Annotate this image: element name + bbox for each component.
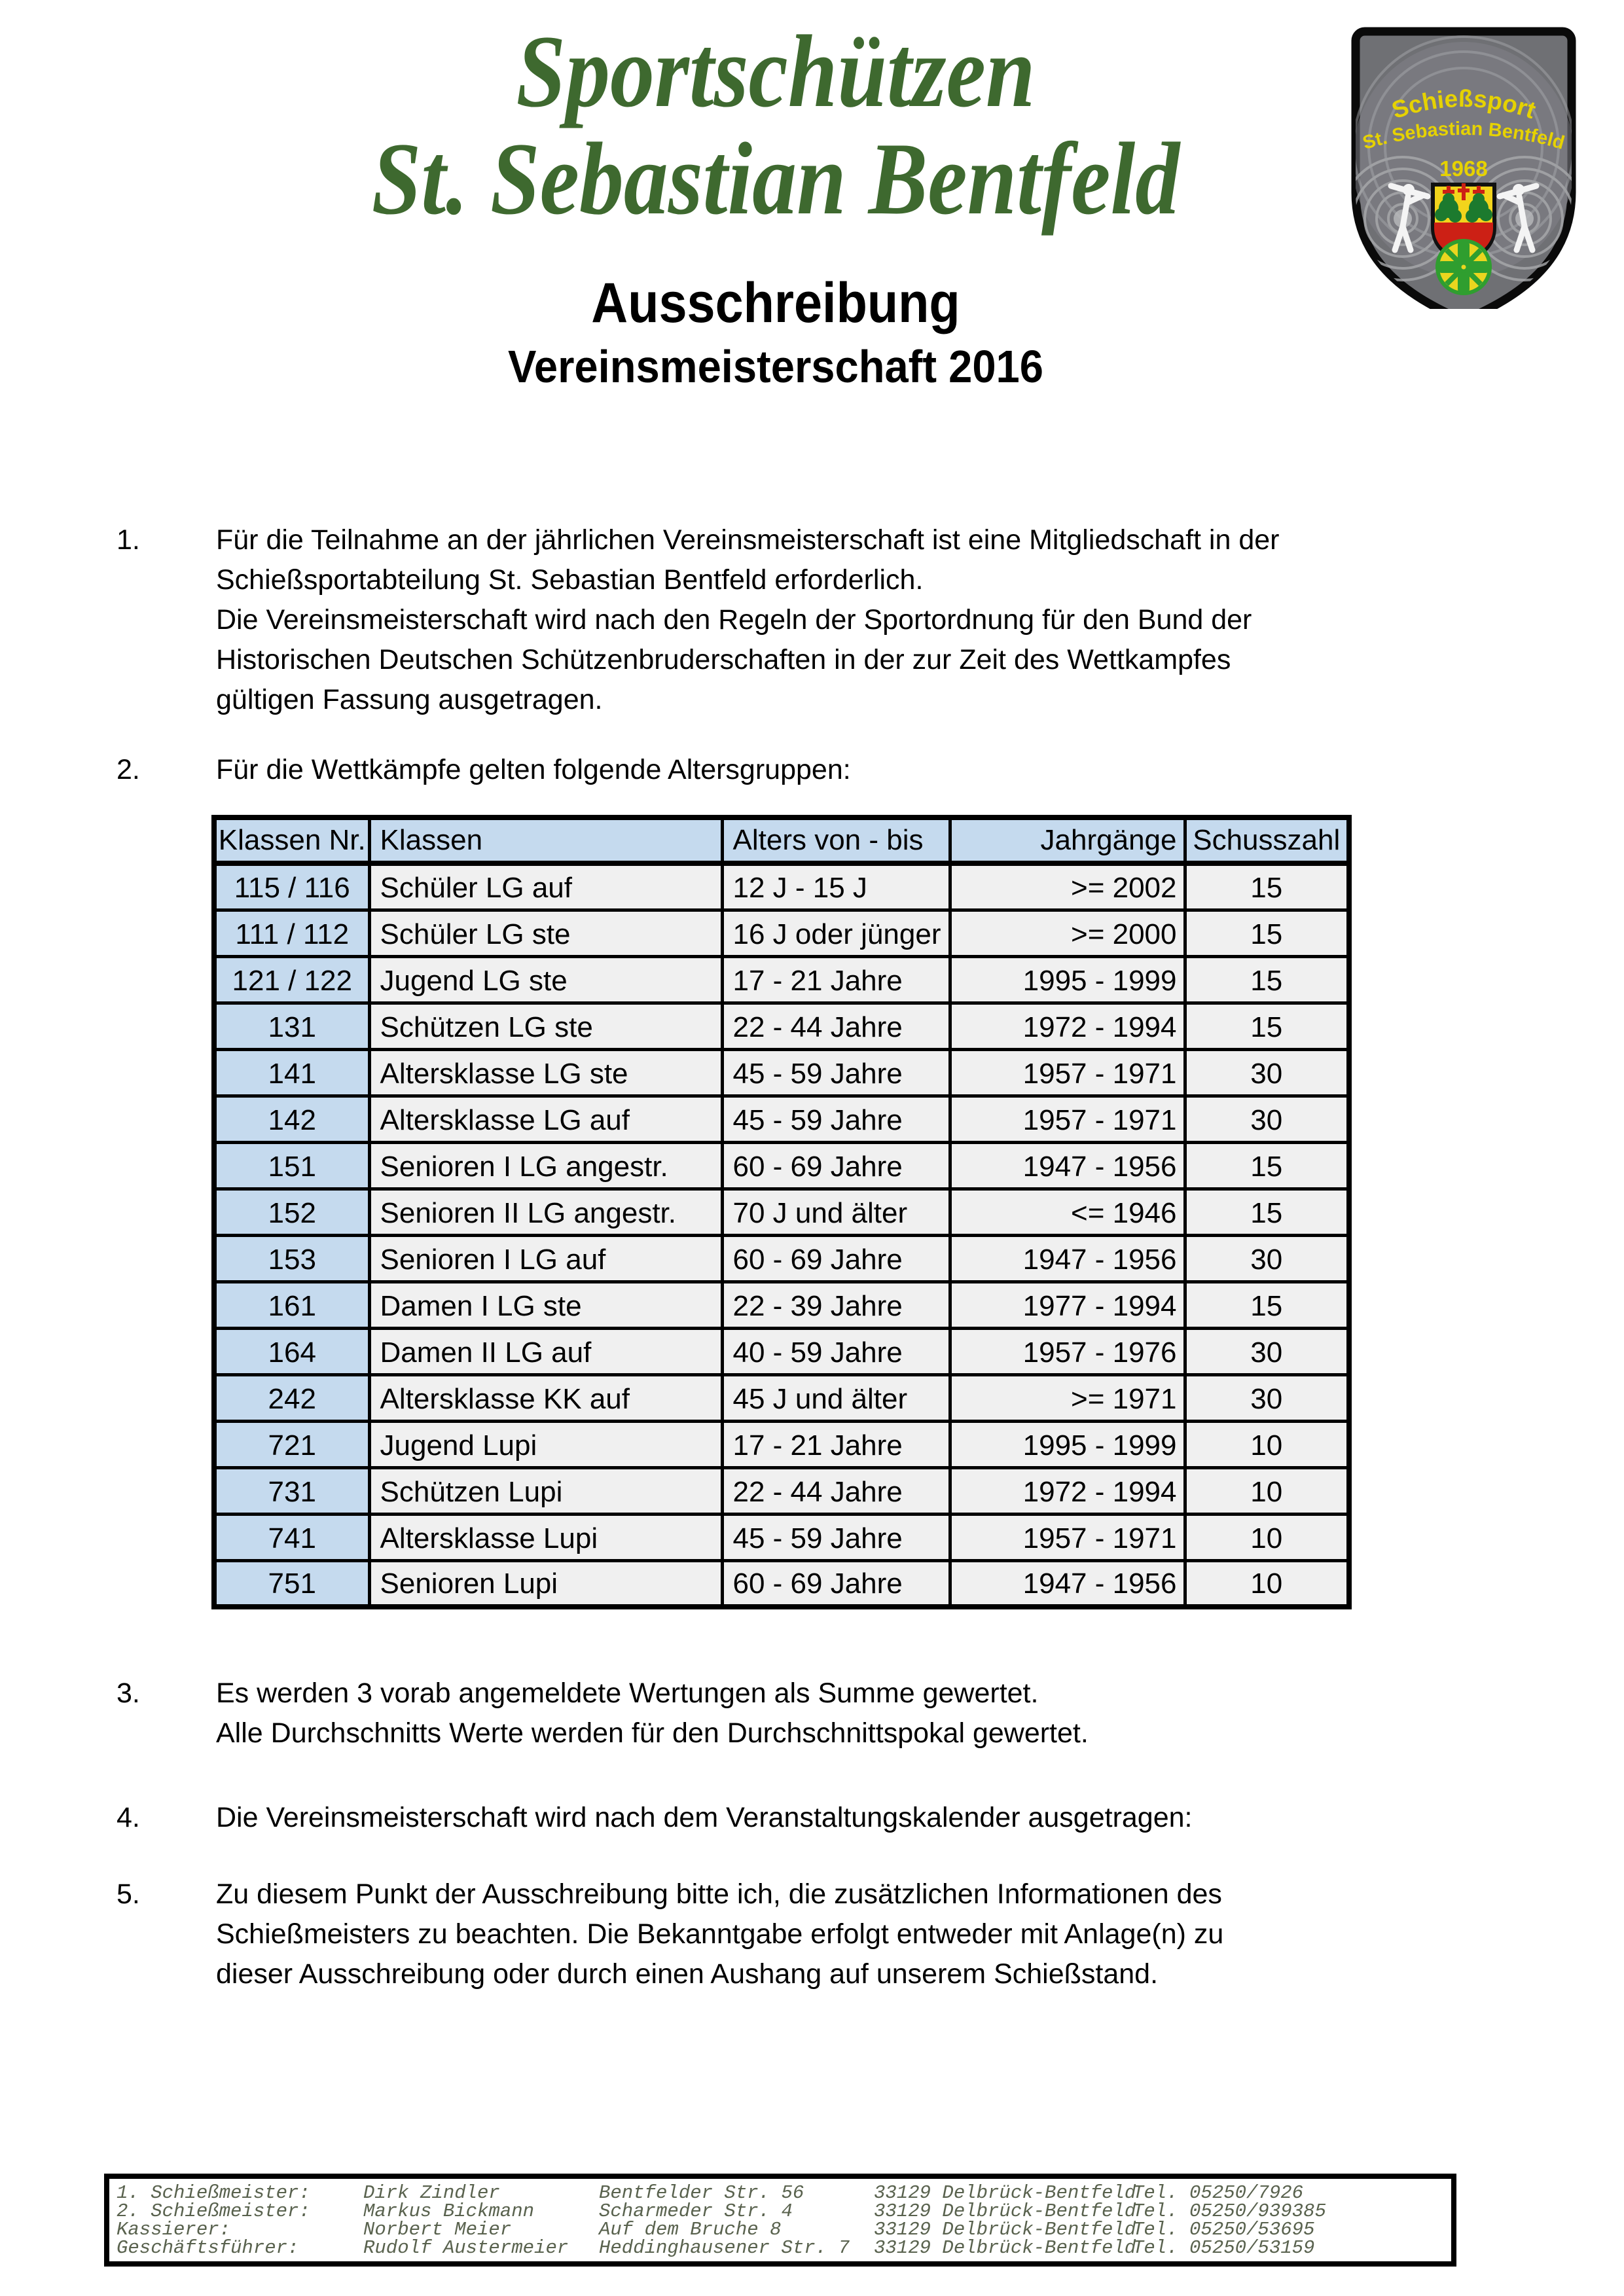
table-cell: 30: [1185, 1096, 1349, 1142]
paragraph-item: [117, 1798, 1519, 1838]
document-subtitle: Vereinsmeisterschaft 2016: [508, 340, 1043, 392]
table-cell: Altersklasse Lupi: [369, 1514, 722, 1560]
table-cell: 17 - 21 Jahre: [722, 956, 950, 1003]
table-cell: Schützen Lupi: [369, 1467, 722, 1514]
table-row: [214, 1142, 1349, 1189]
table-cell: 15: [1185, 1003, 1349, 1049]
col-header-klassen-nr: Klassen Nr.: [214, 817, 369, 863]
club-crest-logo: [1345, 22, 1582, 309]
paragraph-number: 3.: [117, 1677, 140, 1710]
table-cell: Schützen LG ste: [369, 1003, 722, 1049]
table-cell: 30: [1185, 1235, 1349, 1282]
col-header-jahrgaenge: Jahrgänge: [950, 817, 1185, 863]
table-cell: Schüler LG ste: [369, 910, 722, 956]
table-cell: 60 - 69 Jahre: [722, 1235, 950, 1282]
table-cell: 141: [214, 1049, 369, 1096]
paragraph-number: 4.: [117, 1802, 140, 1834]
table-cell: 15: [1185, 910, 1349, 956]
footer-cell: Dirk Zindler: [363, 2182, 500, 2204]
paragraph-line: Die Vereinsmeisterschaft wird nach den Regeln der Sportordnung für den Bund der: [216, 604, 1252, 636]
table-cell: 15: [1185, 1282, 1349, 1328]
paragraphs-after-table: [0, 1674, 1624, 1994]
table-cell: 1957 - 1971: [950, 1049, 1185, 1096]
table-cell: 1977 - 1994: [950, 1282, 1185, 1328]
table-cell: 741: [214, 1514, 369, 1560]
footer-cell: Bentfelder Str. 56: [599, 2182, 804, 2204]
footer-cell: 33129 Delbrück-Bentfeld: [874, 2237, 1136, 2259]
table-cell: 40 - 59 Jahre: [722, 1328, 950, 1374]
table-cell: 17 - 21 Jahre: [722, 1421, 950, 1467]
table-cell: >= 2000: [950, 910, 1185, 956]
paragraph-line: Für die Wettkämpfe gelten folgende Altersgruppen:: [216, 754, 851, 786]
table-cell: 60 - 69 Jahre: [722, 1560, 950, 1607]
table-row: [214, 1049, 1349, 1096]
table-row: [214, 910, 1349, 956]
table-cell: 70 J und älter: [722, 1189, 950, 1235]
table-cell: 10: [1185, 1514, 1349, 1560]
crest-wheel: [1437, 241, 1490, 293]
table-row: [214, 1560, 1349, 1607]
footer-row: [109, 2184, 1451, 2202]
age-groups-table: [211, 815, 1352, 1609]
table-row: [214, 1282, 1349, 1328]
table-row: [214, 1328, 1349, 1374]
paragraph-line: gültigen Fassung ausgetragen.: [216, 684, 603, 716]
table-cell: 115 / 116: [214, 863, 369, 910]
table-cell: 1995 - 1999: [950, 1421, 1185, 1467]
table-cell: 1972 - 1994: [950, 1467, 1185, 1514]
table-cell: Altersklasse LG ste: [369, 1049, 722, 1096]
table-cell: 22 - 44 Jahre: [722, 1003, 950, 1049]
table-cell: 1957 - 1976: [950, 1328, 1185, 1374]
table-cell: 721: [214, 1421, 369, 1467]
table-cell: 30: [1185, 1328, 1349, 1374]
table-cell: 1947 - 1956: [950, 1560, 1185, 1607]
table-cell: 121 / 122: [214, 956, 369, 1003]
footer-cell: 1. Schießmeister:: [117, 2182, 310, 2204]
contact-footer: [104, 2174, 1456, 2267]
paragraph-line: Alle Durchschnitts Werte werden für den Durchschnittspokal gewertet.: [216, 1717, 1089, 1749]
table-cell: >= 2002: [950, 863, 1185, 910]
table-row: [214, 1467, 1349, 1514]
paragraphs-before-table: [0, 520, 1624, 790]
footer-cell: Geschäftsführer:: [117, 2237, 299, 2259]
table-cell: 751: [214, 1560, 369, 1607]
paragraph-line: Für die Teilnahme an der jährlichen Vereinsmeisterschaft ist eine Mitgliedschaft in der: [216, 524, 1280, 556]
paragraph-item: [117, 1874, 1519, 1994]
paragraph-line: Historischen Deutschen Schützenbruderschaften in der zur Zeit des Wettkampfes: [216, 644, 1231, 676]
table-cell: 22 - 44 Jahre: [722, 1467, 950, 1514]
table-cell: <= 1946: [950, 1189, 1185, 1235]
paragraph-line: Es werden 3 vorab angemeldete Wertungen als Summe gewertet.: [216, 1677, 1039, 1710]
crest-text-line1: Schießsport: [1388, 84, 1540, 124]
paragraph-number: 1.: [117, 524, 140, 556]
footer-row: [109, 2221, 1451, 2239]
footer-cell: 33129 Delbrück-Bentfeld: [874, 2219, 1136, 2240]
table-cell: 1995 - 1999: [950, 956, 1185, 1003]
table-cell: 242: [214, 1374, 369, 1421]
table-cell: 15: [1185, 956, 1349, 1003]
table-cell: 164: [214, 1328, 369, 1374]
footer-row: [109, 2202, 1451, 2221]
table-cell: 1972 - 1994: [950, 1003, 1185, 1049]
footer-cell: Heddinghausener Str. 7: [599, 2237, 850, 2259]
table-cell: 10: [1185, 1560, 1349, 1607]
table-cell: Damen II LG auf: [369, 1328, 722, 1374]
table-row: [214, 1096, 1349, 1142]
table-cell: 15: [1185, 1142, 1349, 1189]
paragraph-item: [117, 750, 1519, 790]
footer-cell: Tel. 05250/7926: [1132, 2182, 1304, 2204]
table-cell: Jugend LG ste: [369, 956, 722, 1003]
table-cell: Altersklasse KK auf: [369, 1374, 722, 1421]
table-header-row: [214, 817, 1349, 863]
table-cell: Altersklasse LG auf: [369, 1096, 722, 1142]
club-title: [0, 14, 1551, 237]
paragraph-line: dieser Ausschreibung oder durch einen Aushang auf unserem Schießstand.: [216, 1958, 1159, 1990]
table-cell: Senioren II LG angestr.: [369, 1189, 722, 1235]
footer-cell: Rudolf Austermeier: [363, 2237, 569, 2259]
paragraph-text: [216, 1798, 1193, 1838]
footer-cell: Tel. 05250/53159: [1132, 2237, 1315, 2259]
footer-cell: Markus Bickmann: [363, 2200, 535, 2222]
footer-cell: 33129 Delbrück-Bentfeld: [874, 2200, 1136, 2222]
table-cell: 1947 - 1956: [950, 1142, 1185, 1189]
table-cell: Senioren I LG auf: [369, 1235, 722, 1282]
table-cell: 45 J und älter: [722, 1374, 950, 1421]
table-cell: 731: [214, 1467, 369, 1514]
paragraph-item: [117, 520, 1519, 720]
table-cell: 142: [214, 1096, 369, 1142]
paragraph-number: 5.: [117, 1878, 140, 1910]
paragraph-number: 2.: [117, 754, 140, 786]
table-cell: 111 / 112: [214, 910, 369, 956]
table-cell: 1957 - 1971: [950, 1096, 1185, 1142]
footer-cell: Tel. 05250/939385: [1132, 2200, 1326, 2222]
table-cell: Jugend Lupi: [369, 1421, 722, 1467]
table-cell: Senioren Lupi: [369, 1560, 722, 1607]
table-cell: 151: [214, 1142, 369, 1189]
table-cell: 16 J oder jünger: [722, 910, 950, 956]
col-header-schusszahl: Schusszahl: [1185, 817, 1349, 863]
table-cell: Senioren I LG angestr.: [369, 1142, 722, 1189]
table-cell: 60 - 69 Jahre: [722, 1142, 950, 1189]
table-row: [214, 1421, 1349, 1467]
paragraph-line: Zu diesem Punkt der Ausschreibung bitte ich, die zusätzlichen Informationen des: [216, 1878, 1222, 1910]
crest-text-line2: St. Sebastian Bentfeld: [1360, 118, 1567, 154]
footer-cell: Kassierer:: [117, 2219, 231, 2240]
table-cell: 30: [1185, 1049, 1349, 1096]
col-header-alters: Alters von - bis: [722, 817, 950, 863]
table-cell: 10: [1185, 1467, 1349, 1514]
table-row: [214, 1189, 1349, 1235]
crest-text-year: 1968: [1439, 156, 1488, 181]
footer-cell: Norbert Meier: [363, 2219, 512, 2240]
club-title-line2: St. Sebastian Bentfeld: [371, 122, 1180, 237]
table-cell: 15: [1185, 863, 1349, 910]
footer-cell: Tel. 05250/53695: [1132, 2219, 1315, 2240]
footer-cell: 33129 Delbrück-Bentfeld: [874, 2182, 1136, 2204]
paragraph-text: [216, 1874, 1223, 1994]
table-cell: 12 J - 15 J: [722, 863, 950, 910]
table-row: [214, 1003, 1349, 1049]
table-cell: 22 - 39 Jahre: [722, 1282, 950, 1328]
table-row: [214, 863, 1349, 910]
table-cell: >= 1971: [950, 1374, 1185, 1421]
paragraph-text: [216, 1674, 1089, 1753]
table-cell: 152: [214, 1189, 369, 1235]
table-cell: 10: [1185, 1421, 1349, 1467]
table-cell: Damen I LG ste: [369, 1282, 722, 1328]
footer-cell: Auf dem Bruche 8: [599, 2219, 782, 2240]
table-cell: 1957 - 1971: [950, 1514, 1185, 1560]
paragraph-line: Die Vereinsmeisterschaft wird nach dem Veranstaltungskalender ausgetragen:: [216, 1802, 1193, 1834]
table-row: [214, 1235, 1349, 1282]
document-title: Ausschreibung: [591, 271, 960, 334]
paragraph-text: [216, 520, 1279, 720]
table-cell: 153: [214, 1235, 369, 1282]
club-title-line1: Sportschützen: [516, 14, 1036, 129]
table-cell: 45 - 59 Jahre: [722, 1096, 950, 1142]
footer-cell: Scharmeder Str. 4: [599, 2200, 793, 2222]
table-cell: 30: [1185, 1374, 1349, 1421]
table-cell: Schüler LG auf: [369, 863, 722, 910]
table-cell: 15: [1185, 1189, 1349, 1235]
table-cell: 131: [214, 1003, 369, 1049]
table-row: [214, 1374, 1349, 1421]
col-header-klassen: Klassen: [369, 817, 722, 863]
paragraph-line: Schießmeisters zu beachten. Die Bekanntgabe erfolgt entweder mit Anlage(n) zu: [216, 1918, 1224, 1950]
header: [0, 0, 1551, 392]
table-cell: 45 - 59 Jahre: [722, 1049, 950, 1096]
paragraph-text: [216, 750, 851, 790]
table-row: [214, 956, 1349, 1003]
table-cell: 45 - 59 Jahre: [722, 1514, 950, 1560]
table-cell: 1947 - 1956: [950, 1235, 1185, 1282]
footer-row: [109, 2239, 1451, 2257]
footer-cell: 2. Schießmeister:: [117, 2200, 310, 2222]
table-row: [214, 1514, 1349, 1560]
table-cell: 161: [214, 1282, 369, 1328]
paragraph-line: Schießsportabteilung St. Sebastian Bentfeld erforderlich.: [216, 564, 924, 596]
paragraph-item: [117, 1674, 1519, 1753]
